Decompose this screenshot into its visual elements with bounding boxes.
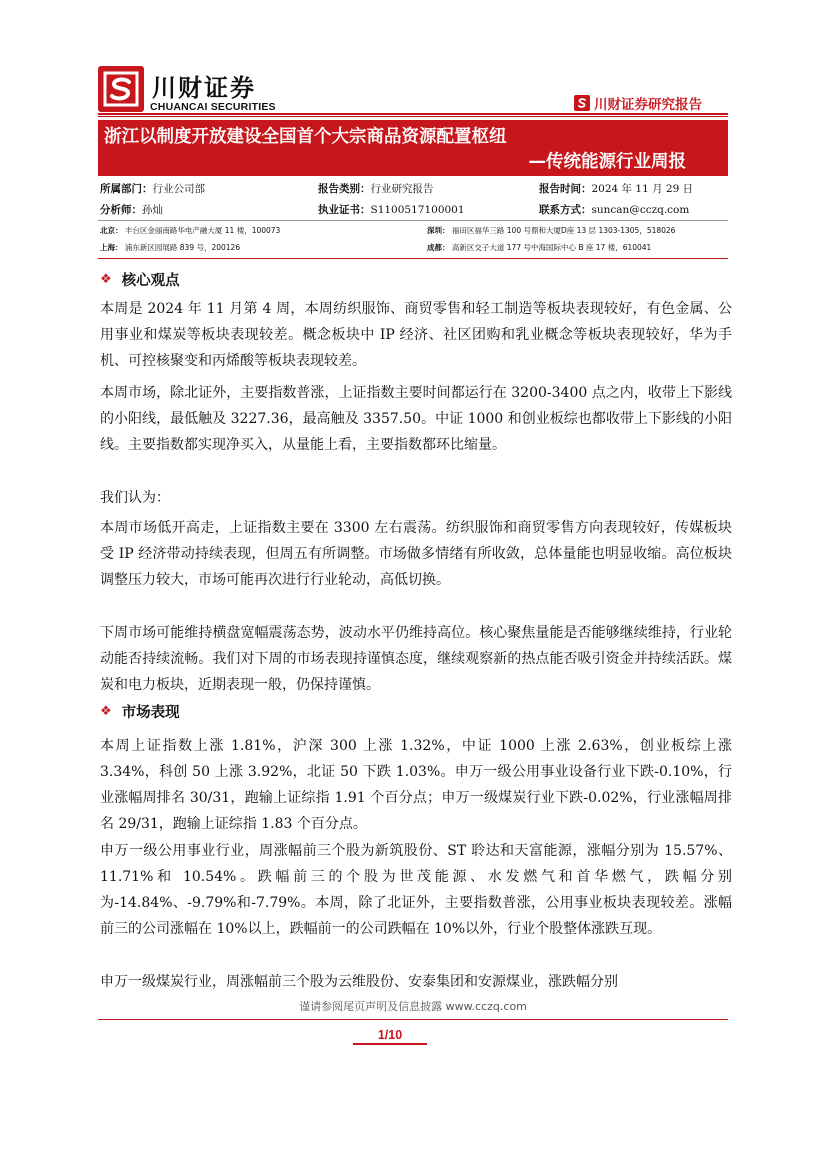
diamond-bullet-icon: ❖ — [100, 704, 112, 719]
paragraph: 申万一级煤炭行业，周涨幅前三个股为云维股份、安泰集团和安源煤业，涨跌幅分别 — [100, 974, 618, 990]
paragraph: 本周市场，除北证外，主要指数普涨，上证指数主要时间都运行在 3200-3400 点之内，收带上下影线的小阳线，最低触及 3227.36，最高触及 3357.50。中证 1000 和创业板综也都收带上下影线的小阳线。主要指数都实现净买入，从量能上看，主要指数都环比缩量。 — [100, 385, 732, 453]
company-name: 川财证券 — [152, 74, 256, 102]
brand-tag-text: 川财证券研究报告 — [594, 97, 702, 113]
logo-s-icon — [102, 70, 140, 108]
meta-analyst: 分析师：孙灿 — [100, 204, 163, 216]
report-brand-tag — [574, 93, 702, 113]
address-beijing: 北京： 丰台区金丽南路华电产融大厦 11 楼，100073 — [100, 226, 281, 235]
header-divider-thin — [98, 116, 728, 117]
meta-contact: 联系方式：suncan@cczq.com — [539, 204, 690, 216]
paragraph: 我们认为： — [100, 490, 170, 506]
meta-date: 报告时间：2024 年 11 月 29 日 — [539, 183, 694, 195]
report-title: 浙江以制度开放建设全国首个大宗商品资源配置枢纽 — [104, 127, 507, 147]
paragraph: 申万一级公用事业行业，周涨幅前三个股为新筑股份、ST 聆达和天富能源，涨幅分别为 15.57%、11.71%和 10.54%。跌幅前三的个股为世茂能源、水发燃气和首华燃气，跌幅分别为-14.84%、-9.79%和-7.79%。本周，除了北证外，主要指数普涨，公用事业板块表现较差。涨幅前三的公司涨幅在 10%以上，跌幅前一的公司跌幅在 10%以外，行业个股整体涨跌互现。 — [100, 843, 732, 937]
footer-divider — [98, 1019, 728, 1020]
section-market — [100, 701, 180, 722]
address-chengdu: 成都： 高新区交子大道 177 号中海国际中心 B 座 17 楼，610041 — [427, 243, 652, 252]
section-core-view — [100, 269, 180, 290]
header-divider — [98, 113, 728, 115]
meta-department: 所属部门：行业公司部 — [100, 183, 205, 195]
brand-logo-icon — [574, 95, 590, 111]
section-title: 核心观点 — [121, 273, 180, 289]
address-shenzhen: 深圳： 福田区福华三路 100 号鼎和大厦D座 13 层 1303-1305，518026 — [427, 226, 676, 235]
address-shanghai: 上海： 浦东新区园展路 839 号，200126 — [100, 243, 241, 252]
paragraph: 本周市场低开高走，上证指数主要在 3300 左右震荡。纺织服饰和商贸零售方向表现较好，传媒板块受 IP 经济带动持续表现，但周五有所调整。市场做多情绪有所收敛，总体量能也明显收缩。高位板块调整压力较大，市场可能再次进行行业轮动，高低切换。 — [100, 520, 732, 588]
meta-divider — [98, 220, 728, 221]
page-number: 1/10 — [353, 1028, 427, 1045]
company-name-en: CHUANCAI SECURITIES — [150, 101, 276, 113]
meta-certificate: 执业证书：S1100517100001 — [318, 204, 465, 216]
company-logo — [98, 66, 144, 112]
paragraph: 下周市场可能维持横盘宽幅震荡态势，波动水平仍维持高位。核心聚焦量能是否能够继续维持，行业轮动能否持续流畅。我们对下周的市场表现持谨慎态度，继续观察新的热点能否吸引资金并持续活跃。煤炭和电力板块，近期表现一般，仍保持谨慎。 — [100, 625, 732, 693]
paragraph: 本周是 2024 年 11 月第 4 周，本周纺织服饰、商贸零售和轻工制造等板块表现较好，有色金属、公用事业和煤炭等板块表现较差。概念板块中 IP 经济、社区团购和乳业概念等板块表现较好，华为手机、可控核聚变和丙烯酸等板块表现较差。 — [100, 301, 732, 369]
meta-category: 报告类别：行业研究报告 — [318, 183, 434, 195]
section-title: 市场表现 — [121, 705, 180, 721]
diamond-bullet-icon: ❖ — [100, 272, 112, 287]
report-subtitle: —传统能源行业周报 — [528, 152, 686, 172]
footer-disclaimer: 谨请参阅尾页声明及信息披露 www.cczq.com — [299, 1000, 527, 1013]
paragraph: 本周上证指数上涨 1.81%，沪深 300 上涨 1.32%，中证 1000 上涨 2.63%，创业板综上涨 3.34%，科创 50 上涨 3.92%，北证 50 下跌 1.03%。申万一级公用事业设备行业下跌-0.10%，行业涨幅周排名 30/31，跑输上证综指 1.91 个百分点；申万一级煤炭行业下跌-0.02%，行业涨幅周排名 29/31，跑输上证综指 1.83 个百分点。 — [100, 738, 732, 832]
address-divider — [98, 258, 728, 259]
